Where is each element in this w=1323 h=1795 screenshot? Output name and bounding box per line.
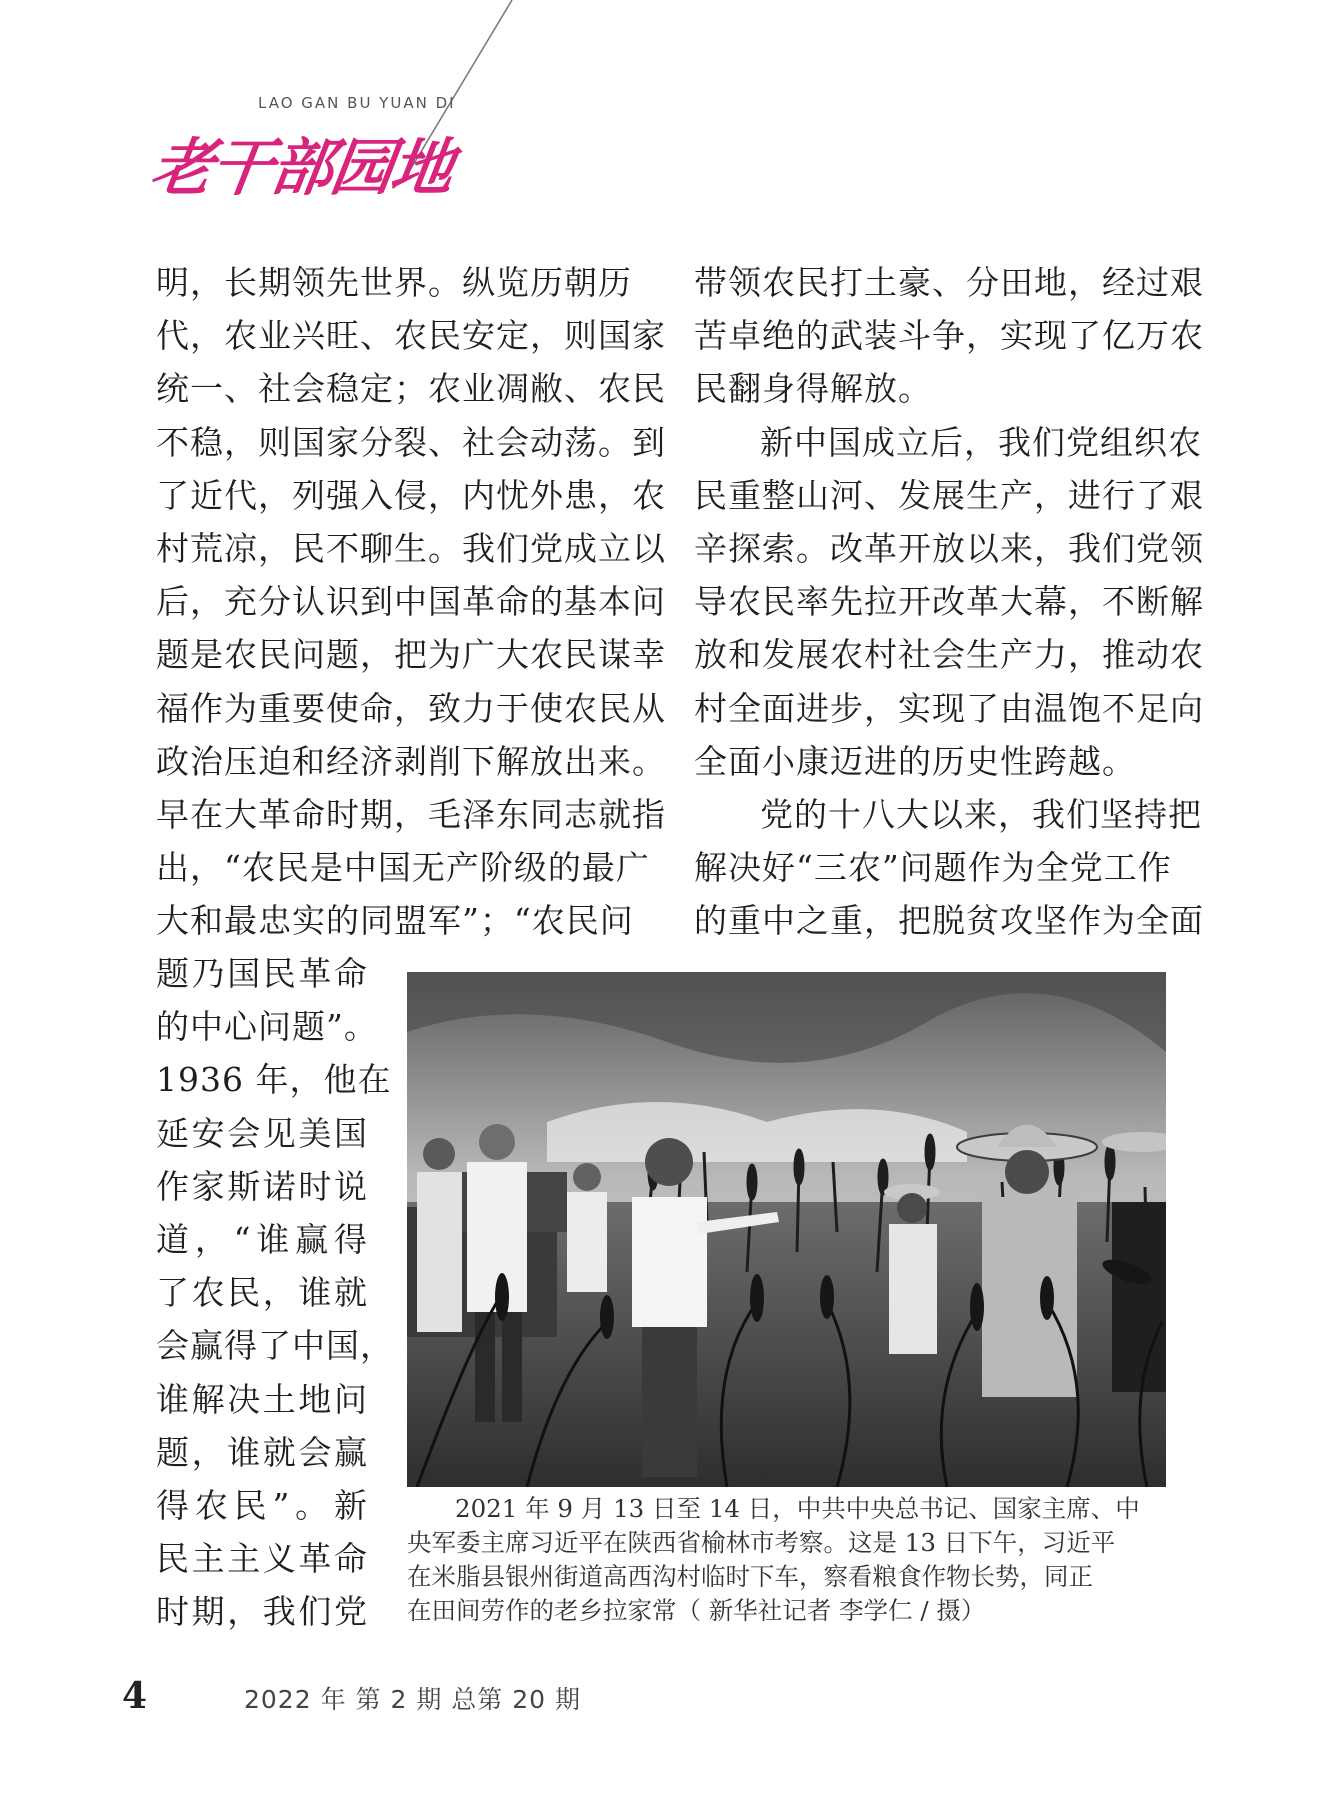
text-line: 福作为重要使命，致力于使农民从 (156, 688, 666, 728)
text-line: 统一、社会稳定；农业凋敝、农民 (156, 369, 666, 409)
text-line: 村全面进步，实现了由温饱不足向 (694, 688, 1204, 728)
paragraph (694, 256, 1204, 416)
text-line: 时期，我们党 (156, 1592, 368, 1632)
caption-line: 在田间劳作的老乡拉家常（ 新华社记者 李学仁 / 摄） (407, 1596, 986, 1625)
text-line: 村荒凉，民不聊生。我们党成立以 (156, 529, 666, 569)
text-line: 得农民”。新 (156, 1486, 368, 1526)
text-line: 1936 年，他在 (156, 1060, 392, 1100)
text-line: 后，充分认识到中国革命的基本问 (156, 582, 666, 622)
text-line: 党的十八大以来，我们坚持把 (760, 795, 1202, 835)
text-line: 会赢得了中国， (156, 1326, 394, 1366)
caption-line: 2021 年 9 月 13 日至 14 日，中共中央总书记、国家主席、中 (455, 1494, 1140, 1523)
caption-line: 在米脂县银州街道高西沟村临时下车，察看粮食作物长势，同正 (407, 1562, 1093, 1591)
text-line: 题是农民问题，把为广大农民谋幸 (156, 635, 666, 675)
right-column-text (694, 256, 1204, 948)
text-line: 带领农民打土豪、分田地，经过艰 (694, 263, 1204, 302)
text-line: 题，谁就会赢 (156, 1432, 368, 1472)
text-line: 题乃国民革命 (156, 954, 368, 993)
left-column-text (156, 256, 666, 948)
text-line: 的重中之重，把脱贫攻坚作为全面 (694, 901, 1204, 941)
text-line: 导农民率先拉开改革大幕，不断解 (694, 582, 1204, 622)
text-line: 民主主义革命 (156, 1539, 368, 1579)
text-line: 作家斯诺时说 (156, 1166, 368, 1206)
magazine-logo-title: 老干部园地 (146, 131, 457, 204)
text-line: 早在大革命时期，毛泽东同志就指 (156, 795, 666, 835)
text-line: 放和发展农村社会生产力，推动农 (694, 635, 1204, 675)
paragraph (694, 788, 1204, 948)
text-line: 明，长期领先世界。纵览历朝历 (156, 263, 632, 302)
paragraph (156, 256, 666, 948)
text-line: 谁解决土地问 (156, 1379, 368, 1419)
photo-caption (407, 1492, 1166, 1628)
page-number: 4 (122, 1675, 148, 1717)
text-line: 全面小康迈进的历史性跨越。 (694, 741, 1136, 781)
text-line: 的中心问题”。 (156, 1007, 378, 1047)
narrow-column-text (156, 947, 394, 1639)
text-line: 出，“农民是中国无产阶级的最广 (156, 848, 650, 888)
text-line: 民重整山河、发展生产，进行了艰 (694, 475, 1204, 515)
photo-illustration (407, 972, 1166, 1487)
text-line: 代，农业兴旺、农民安定，则国家 (156, 316, 666, 356)
text-line: 民翻身得解放。 (694, 369, 932, 409)
caption-line: 央军委主席习近平在陕西省榆林市考察。这是 13 日下午，习近平 (407, 1528, 1116, 1557)
text-line: 道，“谁赢得 (156, 1220, 368, 1260)
text-line: 苦卓绝的武装斗争，实现了亿万农 (694, 316, 1204, 356)
text-line: 延安会见美国 (156, 1113, 368, 1153)
issue-info: 2022 年 第 2 期 总第 20 期 (244, 1685, 581, 1714)
magazine-pinyin-title: LAO GAN BU YUAN DI (258, 94, 456, 112)
text-line: 辛探索。改革开放以来，我们党领 (694, 529, 1204, 569)
paragraph (694, 416, 1204, 788)
text-line: 新中国成立后，我们党组织农 (760, 422, 1202, 462)
text-line: 了农民，谁就 (156, 1273, 368, 1313)
text-line: 不稳，则国家分裂、社会动荡。到 (156, 422, 666, 462)
text-line: 了近代，列强入侵，内忧外患，农 (156, 475, 666, 515)
news-photo-field-inspection (407, 972, 1166, 1487)
text-line: 大和最忠实的同盟军”；“农民问 (156, 901, 634, 941)
text-line: 解决好“三农”问题作为全党工作 (694, 848, 1172, 888)
text-line: 政治压迫和经济剥削下解放出来。 (156, 741, 666, 781)
